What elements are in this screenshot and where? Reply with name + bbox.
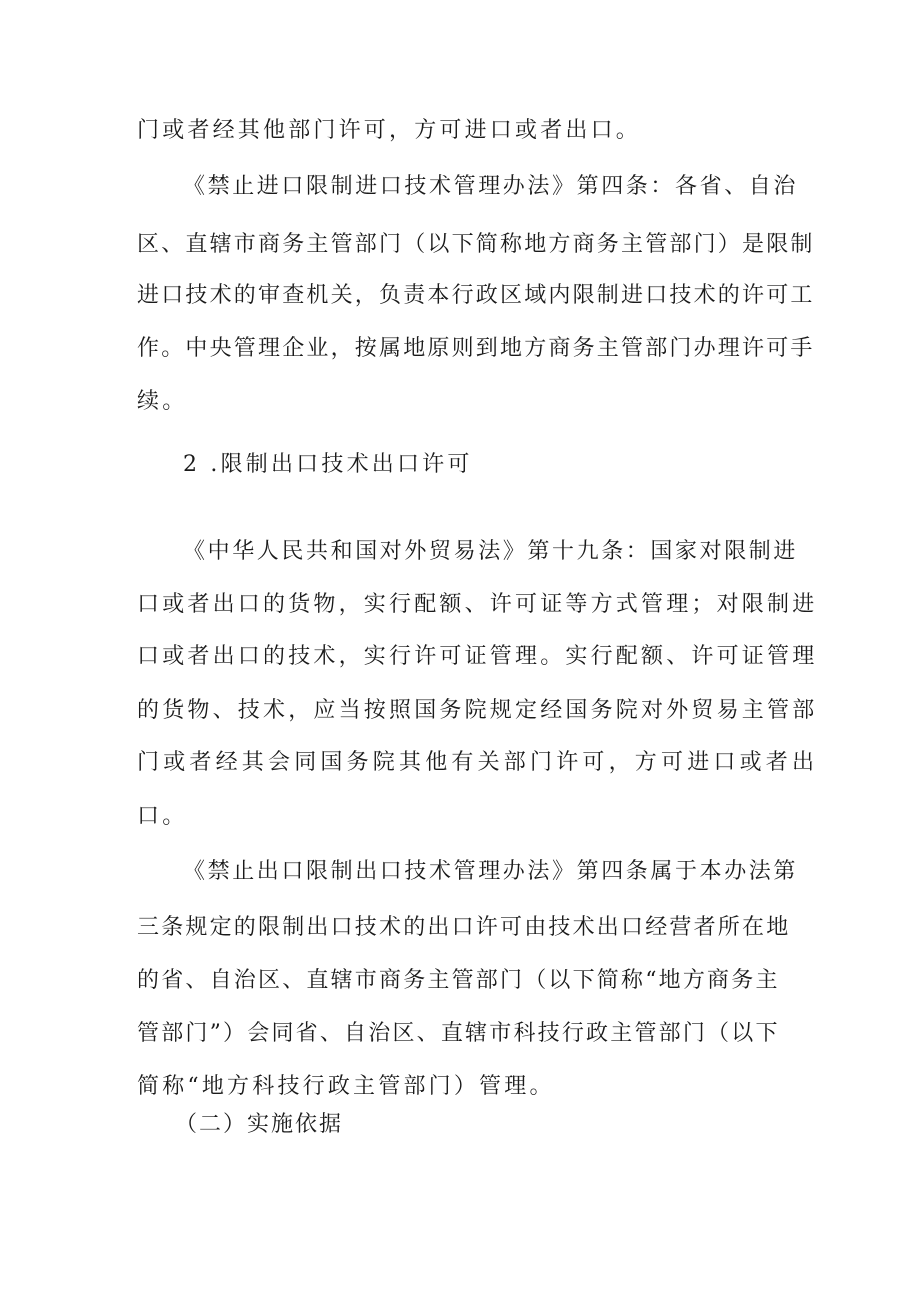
paragraph-line: 区、直辖市商务主管部门（以下简称地方商务主管部门）是限制 — [137, 232, 815, 257]
paragraph-line: 口或者出口的技术，实行许可证管理。实行配额、许可证管理 — [137, 644, 818, 669]
paragraph-line: 续。 — [137, 389, 188, 414]
section-heading: （二）实施依据 — [175, 1112, 344, 1137]
paragraph-line: 《禁止进口限制进口技术管理办法》第四条：各省、自治 — [183, 174, 799, 199]
paragraph-line: 口。 — [137, 804, 188, 829]
paragraph-line: 作。中央管理企业，按属地原则到地方商务主管部门办理许可手 — [137, 336, 815, 361]
paragraph-line: 《禁止出口限制出口技术管理办法》第四条属于本办法第 — [183, 859, 799, 884]
paragraph-line: 简称“地方科技行政主管部门）管理。 — [137, 1074, 555, 1099]
paragraph-line: 《中华人民共和国对外贸易法》第十九条：国家对限制进 — [183, 539, 799, 564]
paragraph-line: 的省、自治区、直辖市商务主管部门（以下简称“地方商务主 — [137, 968, 780, 993]
paragraph-line: 的货物、技术，应当按照国务院规定经国务院对外贸易主管部 — [137, 698, 818, 723]
section-subheading: 2 .限制出口技术出口许可 — [183, 452, 473, 477]
paragraph-line: 进口技术的审查机关，负责本行政区域内限制进口技术的许可工 — [137, 283, 815, 308]
paragraph-line: 三条规定的限制出口技术的出口许可由技术出口经营者所在地 — [137, 915, 791, 940]
paragraph-line: 口或者出口的货物，实行配额、许可证等方式管理；对限制进 — [137, 592, 818, 617]
paragraph-line: 门或者经其会同国务院其他有关部门许可，方可进口或者出 — [137, 750, 819, 775]
paragraph-line: 管部门”）会同省、自治区、直辖市科技行政主管部门（以下 — [137, 1021, 780, 1046]
paragraph-line: 门或者经其他部门许可，方可进口或者出口。 — [137, 118, 642, 143]
